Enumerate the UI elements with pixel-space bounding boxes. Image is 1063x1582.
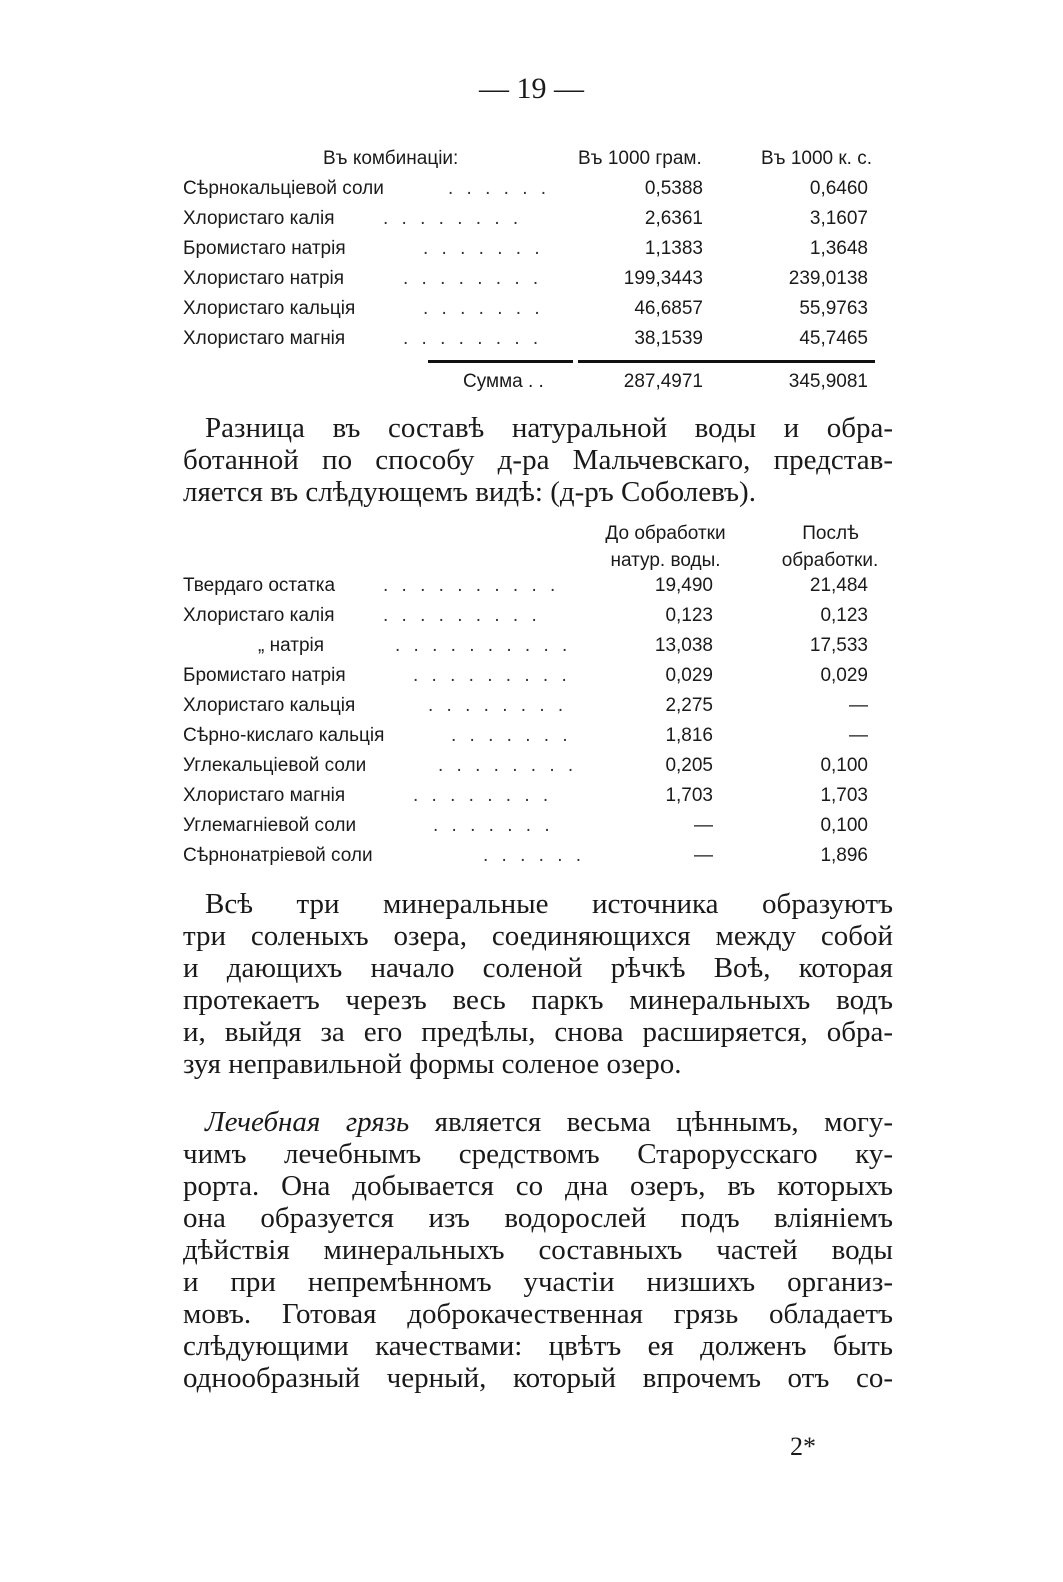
row-value-2: — <box>849 695 868 716</box>
text-line: рорта. Она добывается со дна озеръ, въ которыхъ <box>183 1170 893 1202</box>
row-name: Бромистаго натрія <box>183 665 346 686</box>
leader-dots: . . . . . . . . . . <box>383 575 560 596</box>
row-value-1: — <box>694 815 713 836</box>
row-value-1: 0,029 <box>665 665 713 686</box>
leader-dots: . . . . . . . . <box>403 328 543 349</box>
text-line: она образуется изъ водорослей подъ вліяніемъ <box>183 1202 893 1234</box>
row-name: Углекальціевой соли <box>183 755 367 776</box>
text-line: и, выйдя за его предѣлы, снова расширяется, обра- <box>183 1016 893 1048</box>
row-name: Твердаго остатка <box>183 575 336 596</box>
table1-header-label: Въ комбинаціи: <box>323 148 459 169</box>
text-line: и дающихъ начало соленой рѣчкѣ Воѣ, которая <box>183 952 893 984</box>
leader-dots: . . . . . . . <box>433 815 554 836</box>
leader-dots: . . . . . . . <box>451 725 572 746</box>
leader-dots: . . . . . . . . . . <box>395 635 572 656</box>
row-value-2: 21,484 <box>809 575 868 596</box>
row-value-1: 38,1539 <box>634 328 703 349</box>
text-line: однообразный черный, который впрочемъ отъ со- <box>183 1362 893 1394</box>
row-value-1: 0,205 <box>665 755 713 776</box>
leader-dots: . . . . . . . . <box>428 695 568 716</box>
row-value-1: 13,038 <box>654 635 713 656</box>
row-value-2: 17,533 <box>809 635 868 656</box>
sum-label: Сумма . . <box>463 371 544 392</box>
row-value-1: 2,275 <box>665 695 713 716</box>
text-line: мовъ. Готовая доброкачественная грязь обладаетъ <box>183 1298 893 1330</box>
leader-dots: . . . . . . <box>483 845 586 866</box>
row-value-2: 1,896 <box>820 845 868 866</box>
row-value-1: — <box>694 845 713 866</box>
leader-dots: . . . . . . <box>448 178 551 199</box>
italic-term: Лечебная грязь <box>205 1106 410 1138</box>
text-line: слѣдующими качествами: цвѣтъ ея долженъ быть <box>183 1330 893 1362</box>
leader-dots: . . . . . . . . . <box>413 665 571 686</box>
row-name: Хлористаго кальція <box>183 695 356 716</box>
text-line: ботанной по способу д-ра Мальчевскаго, представ- <box>183 444 893 476</box>
col1-header-line2: натур. воды. <box>610 550 721 571</box>
paragraph-springs <box>183 888 893 1080</box>
leader-dots: . . . . . . . . . <box>383 605 541 626</box>
row-name: Хлористаго магнія <box>183 328 346 349</box>
col1-header-line1: До обработки <box>605 523 726 544</box>
row-value-1: 199,3443 <box>623 268 703 289</box>
row-value-2: 45,7465 <box>799 328 868 349</box>
leader-dots: . . . . . . . . <box>413 785 553 806</box>
row-name: Сѣрно-кислаго кальція <box>183 725 385 746</box>
row-value-1: 1,816 <box>665 725 713 746</box>
sum-value-2: 345,9081 <box>788 371 868 392</box>
signature-mark: 2* <box>790 1432 816 1461</box>
row-value-2: 0,123 <box>820 605 868 626</box>
text-line: ляется въ слѣдующемъ видѣ: (д-ръ Соболевъ). <box>183 476 756 508</box>
row-name: Хлористаго натрія <box>183 268 345 289</box>
row-name: Бромистаго натрія <box>183 238 346 259</box>
table1-header-col1: Въ 1000 грам. <box>578 148 702 169</box>
row-value-2: 0,100 <box>820 755 868 776</box>
leader-dots: . . . . . . . . <box>383 208 523 229</box>
sum-value-1: 287,4971 <box>623 371 703 392</box>
row-value-1: 2,6361 <box>644 208 703 229</box>
row-value-1: 0,5388 <box>644 178 703 199</box>
col2-header-line1: Послѣ <box>802 523 859 544</box>
page-number: — 19 — <box>479 72 584 105</box>
sum-rule-left <box>428 360 573 363</box>
text-fragment: является весьма цѣннымъ, могу- <box>434 1106 893 1138</box>
row-name: Сѣрнонатріевой соли <box>183 845 373 866</box>
table1-header-col2: Въ 1000 к. с. <box>761 148 873 169</box>
leader-dots: . . . . . . . . <box>403 268 543 289</box>
sum-rule-right <box>578 360 875 363</box>
row-value-1: 1,1383 <box>644 238 703 259</box>
row-name: Хлористаго калія <box>183 208 335 229</box>
row-name: „ натрія <box>258 635 325 656</box>
row-value-1: 0,123 <box>665 605 713 626</box>
text-line: и при непремѣнномъ участіи низшихъ организ- <box>183 1266 893 1298</box>
text-line: чимъ лечебнымъ средствомъ Старорусскаго ку- <box>183 1138 893 1170</box>
row-value-1: 46,6857 <box>634 298 703 319</box>
row-value-2: 3,1607 <box>809 208 868 229</box>
row-value-2: 1,703 <box>820 785 868 806</box>
row-value-2: 55,9763 <box>799 298 868 319</box>
paragraph-comparison-intro <box>183 412 893 508</box>
text-line: дѣйствія минеральныхъ составныхъ частей воды <box>183 1234 893 1266</box>
row-value-1: 19,490 <box>654 575 713 596</box>
leader-dots: . . . . . . . <box>423 238 544 259</box>
row-value-2: 239,0138 <box>788 268 868 289</box>
text-line: Разница въ составѣ натуральной воды и обра- <box>205 412 893 444</box>
text-line: Всѣ три минеральные источника образуютъ <box>205 888 893 920</box>
row-value-2: 0,029 <box>820 665 868 686</box>
row-value-2: 0,6460 <box>809 178 868 199</box>
text-line: три соленыхъ озера, соединяющихся между собой <box>183 920 893 952</box>
row-value-1: 1,703 <box>665 785 713 806</box>
row-name: Хлористаго магнія <box>183 785 346 806</box>
col2-header-line2: обработки. <box>781 550 879 571</box>
row-name: Хлористаго калія <box>183 605 335 626</box>
text-line <box>183 1106 893 1138</box>
row-value-2: 0,100 <box>820 815 868 836</box>
text-line: протекаетъ черезъ весь паркъ минеральныхъ водъ <box>183 984 893 1016</box>
row-value-2: 1,3648 <box>809 238 868 259</box>
row-name: Углемагніевой соли <box>183 815 357 836</box>
row-name: Сѣрнокальціевой соли <box>183 178 384 199</box>
leader-dots: . . . . . . . . <box>438 755 578 776</box>
paragraph-mud <box>183 1106 893 1394</box>
text-line: зуя неправильной формы соленое озеро. <box>183 1048 682 1080</box>
leader-dots: . . . . . . . <box>423 298 544 319</box>
row-name: Хлористаго кальція <box>183 298 356 319</box>
row-value-2: — <box>849 725 868 746</box>
